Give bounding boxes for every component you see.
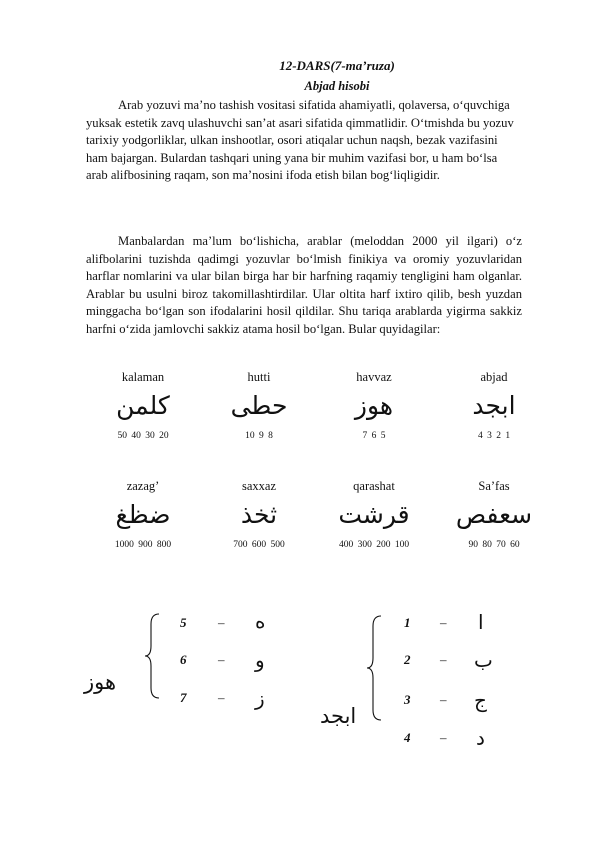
group-name: abjad: [480, 370, 508, 384]
arabic-letter: ه: [255, 609, 266, 633]
arabic-letter: د: [476, 726, 485, 750]
group-arabic: كلمن: [116, 391, 170, 420]
value-number: 3: [404, 692, 411, 707]
dash: –: [440, 615, 447, 630]
lesson-subtitle: Abjad hisobi: [304, 79, 370, 93]
dash: –: [218, 615, 225, 630]
group-name: havvaz: [356, 370, 392, 384]
paragraph-text: Arab yozuvi ma’no tashish vositasi sifatida ahamiyatli, qolaversa, o‘quvchiga yuksak estetik zavq ulashuvchi san’at asari sifatida qimmatlidir. O‘tmishda bu yozuv tarixiy yodgorliklar, ulkan inshootlar, osori atiqalar uchun naqsh, bezak vazifasini ham bajargan. Bulardan tashqari uning yana bir muhim vazifasi bor, u ham bo‘lsa arab alifbosining raqam, son ma’nosini ifoda etish bilan bog‘liqligidir.: [86, 98, 514, 183]
value-number: 7: [180, 690, 187, 705]
group-name: qarashat: [353, 479, 395, 493]
value-number: 1: [404, 615, 411, 630]
group-numbers: 10 9 8: [245, 431, 273, 441]
group-arabic: هوز: [354, 391, 394, 420]
group-name: Sa’fas: [478, 479, 510, 493]
arabic-letter: ا: [478, 610, 484, 634]
group-cell: [199, 479, 319, 550]
arabic-letter: ز: [255, 686, 265, 710]
dash: –: [218, 652, 225, 667]
group-numbers: 50 40 30 20: [117, 431, 169, 441]
group-cell: [314, 370, 434, 441]
value-number: 5: [180, 615, 187, 630]
group-arabic: ثخذ: [240, 500, 278, 529]
arabic-letter: و: [255, 648, 265, 672]
letter-value-diagram: [0, 600, 596, 780]
group-name: saxxaz: [241, 479, 276, 493]
group-arabic: سعفص: [455, 500, 533, 529]
group-cell: [83, 479, 203, 550]
value-number: 4: [404, 730, 411, 745]
group-label: ابجد: [320, 704, 357, 728]
group-arabic: ابجد: [472, 391, 516, 420]
dash: –: [218, 690, 225, 705]
group-cell: [314, 479, 434, 550]
lesson-title: 12-DARS(7-ma’ruza): [279, 58, 395, 73]
group-arabic: قرشت: [338, 500, 410, 529]
group-cell: [434, 370, 554, 441]
group-arabic: ضظغ: [115, 500, 171, 529]
group-name: kalaman: [121, 370, 165, 384]
group-name: zazag’: [126, 479, 160, 493]
dash: –: [440, 652, 447, 667]
intro-paragraph: [86, 97, 522, 185]
group-name: hutti: [247, 370, 271, 384]
right-brace-icon: [365, 614, 385, 722]
dash: –: [440, 692, 447, 707]
arabic-letter: ب: [474, 648, 493, 672]
group-numbers: 7 6 5: [362, 431, 386, 441]
value-number: 6: [180, 652, 187, 667]
group-arabic: حطی: [230, 391, 288, 420]
group-label: هوز: [84, 670, 117, 694]
arabic-letter: ج: [474, 688, 487, 712]
value-number: 2: [404, 652, 411, 667]
group-numbers: 400 300 200 100: [338, 540, 410, 550]
group-numbers: 700 600 500: [233, 540, 285, 550]
paragraph-text: Manbalardan ma’lum bo‘lishicha, arablar (meloddan 2000 yil ilgari) o‘z alifbolarini tuzishda qadimgi yozuvlar bo‘lmish finikiya va oromiy yozuvlaridan harflar nomlarini va ular bilan birga har bir harfning raqamiy tengligini ham olganlar. Arablar bu usulni biroz takomillashtirdilar. Ular oltita harf ixtiro qilib, besh yuzdan minggacha bo‘lgan son ifodalarini hosil qildilar. Shu tariqa arablarda yigirma sakkiz harfni o‘zida jamlovchi sakkiz atama hosil bo‘lgan. Bular quyidagilar:: [86, 234, 522, 336]
group-cell: [199, 370, 319, 441]
dash: –: [440, 730, 447, 745]
group-cell: [83, 370, 203, 441]
group-cell: [434, 479, 554, 550]
group-numbers: 90 80 70 60: [468, 540, 520, 550]
group-numbers: 4 3 2 1: [477, 431, 511, 441]
group-numbers: 1000 900 800: [114, 540, 172, 550]
history-paragraph: [86, 233, 522, 339]
left-brace-icon: [143, 612, 163, 700]
